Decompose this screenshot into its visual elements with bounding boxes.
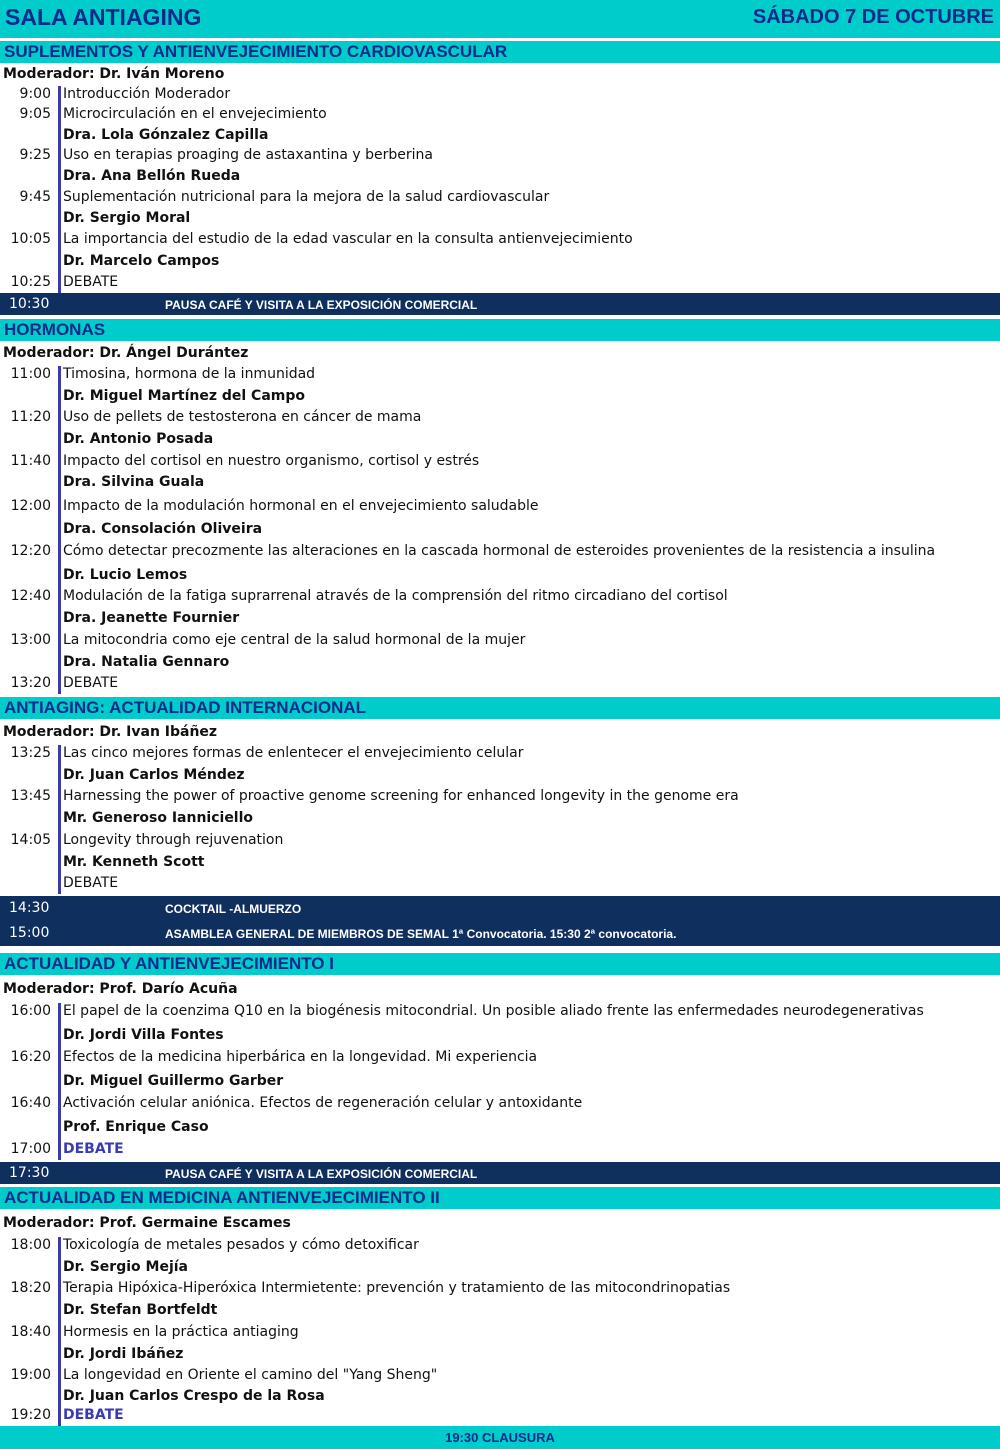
speaker-name: Dr. Sergio Moral — [63, 210, 191, 226]
section-header: ACTUALIDAD Y ANTIENVEJECIMIENTO I — [0, 953, 1000, 975]
event-date: SÁBADO 7 DE OCTUBRE — [752, 6, 994, 28]
speaker-name: Dr. Juan Carlos Méndez — [63, 767, 245, 783]
talk-row — [0, 830, 1000, 851]
talk-row — [0, 1405, 1000, 1426]
break-time: 15:00 — [9, 925, 50, 941]
time-label: 17:00 — [10, 1141, 51, 1157]
talk-title: Efectos de la medicina hiperbárica en la longevidad. Mi experiencia — [63, 1049, 538, 1065]
talk-row — [0, 786, 1000, 807]
speaker-name: Prof. Enrique Caso — [63, 1119, 209, 1135]
speaker-row — [0, 852, 1000, 873]
talk-title: Las cinco mejores formas de enlentecer el envejecimiento celular — [63, 745, 524, 761]
speaker-name: Dr. Lucio Lemos — [63, 567, 188, 583]
talk-title: El papel de la coenzima Q10 en la biogénesis mitocondrial. Un posible aliado frente las enfermedades neurodegenerativas — [63, 1003, 924, 1019]
speaker-name: Dra. Consolación Oliveira — [63, 521, 263, 537]
time-label: 13:20 — [10, 675, 51, 691]
speaker-name: Dra. Lola Gónzalez Capilla — [63, 127, 269, 143]
speaker-row — [0, 208, 1000, 229]
break-band — [0, 1162, 1000, 1184]
speaker-name: Mr. Kenneth Scott — [63, 854, 205, 870]
speaker-row — [0, 1300, 1000, 1321]
section-header: ANTIAGING: ACTUALIDAD INTERNACIONAL — [0, 697, 1000, 719]
time-label: 12:40 — [10, 588, 51, 604]
talk-row — [0, 1093, 1000, 1114]
moderator: Moderador: Prof. Germaine Escames — [3, 1215, 291, 1231]
speaker-row — [0, 1117, 1000, 1138]
moderator: Moderador: Dr. Iván Moreno — [3, 66, 225, 82]
speaker-name: Dra. Jeanette Fournier — [63, 610, 240, 626]
break-band — [0, 293, 1000, 315]
moderator: Moderador: Dr. Ángel Durántez — [3, 345, 249, 361]
time-label: 12:20 — [10, 543, 51, 559]
speaker-name: Dr. Miguel Martínez del Campo — [63, 388, 306, 404]
talk-title: Introducción Moderador — [63, 86, 231, 102]
talk-title: Uso de pellets de testosterona en cáncer de mama — [63, 409, 422, 425]
talk-title: DEBATE — [63, 1141, 124, 1157]
speaker-row — [0, 1071, 1000, 1092]
time-label: 18:00 — [10, 1237, 51, 1253]
speaker-name: Dr. Sergio Mejía — [63, 1259, 188, 1275]
section-header: HORMONAS — [0, 319, 1000, 341]
speaker-name: Dr. Miguel Guillermo Garber — [63, 1073, 284, 1089]
talk-row — [0, 104, 1000, 125]
talk-row — [0, 364, 1000, 385]
speaker-name: Dr. Jordi Ibáñez — [63, 1346, 184, 1362]
section-header: ACTUALIDAD EN MEDICINA ANTIENVEJECIMIENTO II — [0, 1187, 1000, 1209]
talk-row — [0, 1139, 1000, 1160]
moderator: Moderador: Prof. Darío Acuña — [3, 981, 238, 997]
talk-row — [0, 541, 1000, 562]
speaker-row — [0, 1344, 1000, 1365]
talk-row — [0, 1365, 1000, 1386]
speaker-row — [0, 608, 1000, 629]
talk-row — [0, 1235, 1000, 1256]
talk-row — [0, 586, 1000, 607]
speaker-name: Dra. Ana Bellón Rueda — [63, 168, 241, 184]
talk-row — [0, 1047, 1000, 1068]
time-label: 19:20 — [10, 1407, 51, 1423]
talk-title: Harnessing the power of proactive genome screening for enhanced longevity in the genome era — [63, 788, 739, 804]
talk-row — [0, 873, 1000, 894]
closing-banner: 19:30 CLAUSURA — [0, 1426, 1000, 1449]
time-label: 16:00 — [10, 1003, 51, 1019]
talk-title: La importancia del estudio de la edad vascular en la consulta antienvejecimiento — [63, 231, 633, 247]
talk-title: Suplementación nutricional para la mejora de la salud cardiovascular — [63, 189, 550, 205]
speaker-name: Dr. Antonio Posada — [63, 431, 214, 447]
talk-row — [0, 451, 1000, 472]
time-label: 13:45 — [10, 788, 51, 804]
time-label: 11:40 — [10, 453, 51, 469]
speaker-row — [0, 1257, 1000, 1278]
speaker-row — [0, 652, 1000, 673]
talk-title: Uso en terapias proaging de astaxantina y berberina — [63, 147, 433, 163]
talk-title: Terapia Hipóxica-Hiperóxica Intermietente: prevención y tratamiento de las mitocondrinopatias — [63, 1280, 731, 1296]
time-label: 16:20 — [10, 1049, 51, 1065]
talk-row — [0, 145, 1000, 166]
talk-row — [0, 630, 1000, 651]
talk-row — [0, 1001, 1000, 1022]
time-label: 18:20 — [10, 1280, 51, 1296]
talk-row — [0, 187, 1000, 208]
talk-row — [0, 496, 1000, 517]
speaker-name: Dra. Natalia Gennaro — [63, 654, 230, 670]
break-label: PAUSA CAFÉ Y VISITA A LA EXPOSICIÓN COMERCIAL — [165, 298, 478, 312]
speaker-row — [0, 519, 1000, 540]
time-label: 14:05 — [10, 832, 51, 848]
time-label: 13:00 — [10, 632, 51, 648]
talk-title: La longevidad en Oriente el camino del "Yang Sheng" — [63, 1367, 438, 1383]
time-label: 9:45 — [19, 189, 51, 205]
talk-title: Microcirculación en el envejecimiento — [63, 106, 327, 122]
talk-row — [0, 743, 1000, 764]
speaker-row — [0, 125, 1000, 146]
speaker-name: Dr. Jordi Villa Fontes — [63, 1027, 224, 1043]
speaker-row — [0, 386, 1000, 407]
talk-title: Hormesis en la práctica antiaging — [63, 1324, 299, 1340]
speaker-row — [0, 1386, 1000, 1407]
talk-row — [0, 407, 1000, 428]
talk-title: Impacto del cortisol en nuestro organismo, cortisol y estrés — [63, 453, 480, 469]
talk-title: Timosina, hormona de la inmunidad — [63, 366, 316, 382]
talk-title: La mitocondria como eje central de la salud hormonal de la mujer — [63, 632, 526, 648]
talk-title: DEBATE — [63, 274, 119, 290]
break-time: 17:30 — [9, 1165, 50, 1181]
talk-title: Longevity through rejuvenation — [63, 832, 284, 848]
room-title: SALA ANTIAGING — [5, 4, 202, 30]
talk-row — [0, 272, 1000, 293]
talk-title: DEBATE — [63, 875, 119, 891]
speaker-name: Mr. Generoso Ianniciello — [63, 810, 254, 826]
time-label: 9:25 — [19, 147, 51, 163]
section-header: SUPLEMENTOS Y ANTIENVEJECIMIENTO CARDIOVASCULAR — [0, 41, 1000, 63]
break-label: COCKTAIL -ALMUERZO — [165, 902, 302, 916]
talk-title: DEBATE — [63, 675, 119, 691]
speaker-row — [0, 1025, 1000, 1046]
break-band — [0, 922, 1000, 946]
speaker-row — [0, 565, 1000, 586]
speaker-name: Dr. Juan Carlos Crespo de la Rosa — [63, 1388, 325, 1404]
time-label: 18:40 — [10, 1324, 51, 1340]
talk-row — [0, 84, 1000, 105]
speaker-row — [0, 472, 1000, 493]
speaker-row — [0, 166, 1000, 187]
time-label: 11:00 — [10, 366, 51, 382]
speaker-row — [0, 429, 1000, 450]
time-label: 12:00 — [10, 498, 51, 514]
talk-title: Modulación de la fatiga suprarrenal através de la comprensión del ritmo circadiano del cortisol — [63, 588, 728, 604]
time-label: 9:00 — [19, 86, 51, 102]
speaker-name: Dra. Silvina Guala — [63, 474, 205, 490]
speaker-row — [0, 765, 1000, 786]
speaker-row — [0, 251, 1000, 272]
speaker-name: Dr. Stefan Bortfeldt — [63, 1302, 218, 1318]
speaker-row — [0, 808, 1000, 829]
talk-title: DEBATE — [63, 1407, 124, 1423]
time-label: 16:40 — [10, 1095, 51, 1111]
time-label: 19:00 — [10, 1367, 51, 1383]
break-label: PAUSA CAFÉ Y VISITA A LA EXPOSICIÓN COMERCIAL — [165, 1167, 478, 1181]
talk-row — [0, 229, 1000, 250]
title-bar — [0, 0, 1000, 38]
break-time: 10:30 — [9, 296, 50, 312]
talk-title: Cómo detectar precozmente las alteraciones en la cascada hormonal de esteroides provenientes de la resistencia a insulina — [63, 543, 936, 559]
time-label: 10:05 — [10, 231, 51, 247]
time-label: 9:05 — [19, 106, 51, 122]
break-label: ASAMBLEA GENERAL DE MIEMBROS DE SEMAL 1ª Convocatoria. 15:30 2ª convocatoria. — [165, 927, 677, 941]
time-label: 10:25 — [10, 274, 51, 290]
time-label: 11:20 — [10, 409, 51, 425]
talk-title: Activación celular aniónica. Efectos de regeneración celular y antoxidante — [63, 1095, 583, 1111]
speaker-name: Dr. Marcelo Campos — [63, 253, 220, 269]
break-time: 14:30 — [9, 900, 50, 916]
talk-title: Impacto de la modulación hormonal en el envejecimiento saludable — [63, 498, 539, 514]
talk-title: Toxicología de metales pesados y cómo detoxificar — [63, 1237, 419, 1253]
talk-row — [0, 1278, 1000, 1299]
break-band — [0, 896, 1000, 922]
moderator: Moderador: Dr. Ivan Ibáñez — [3, 724, 218, 740]
talk-row — [0, 673, 1000, 694]
time-label: 13:25 — [10, 745, 51, 761]
talk-row — [0, 1322, 1000, 1343]
